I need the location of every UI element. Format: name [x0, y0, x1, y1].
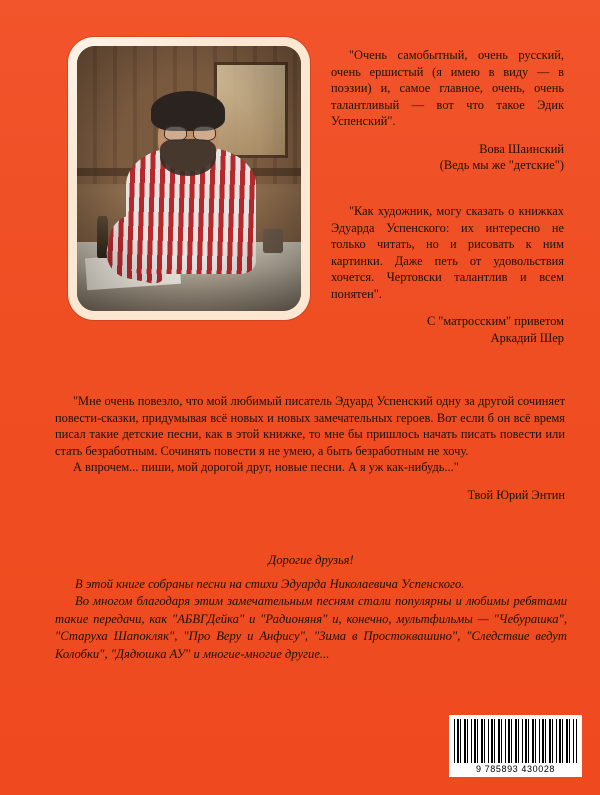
signature-note: (Ведь мы же "детские"): [439, 158, 564, 172]
quote-signature: [331, 141, 564, 174]
signature-name: Аркадий Шер: [490, 330, 564, 345]
signature-note: С "матросским" приветом: [426, 314, 564, 328]
letter-paragraph-2: Во многом благодаря этим замечательным песням стали популярны и любимы ребятами такие передачи, как "АБВГДейка" и "Радионяня" и, конечно, мультфильмы — "Чебурашка", "Старуха Шапокляк", "Про Веру и Анфису", "Зима в Простоквашино", "Следствие ведут Колобки", "Дядюшка АУ" и многие-многие другие...: [55, 594, 567, 661]
letter-greeting: Дорогие друзья!: [268, 553, 354, 567]
barcode-bars: [454, 719, 577, 763]
quote-text: "Очень самобытный, очень русский, очень ершистый (я имею в виду — в поэзии) и, самое главное, очень, очень талантливый — вот что такое Эдик Успенский".: [331, 48, 564, 128]
letter-paragraph-1: В этой книге собраны песни на стихи Эдуарда Николаевича Успенского.: [75, 576, 465, 591]
quote-signature: [331, 313, 564, 346]
quote-signature: [55, 487, 565, 504]
barcode-number: 9 785893 430028: [475, 764, 556, 774]
quote-block-3: [55, 393, 565, 503]
photo-vignette: [77, 46, 301, 311]
quote-text-continued: А впрочем... пиши, мой дорогой друг, новые песни. А я уж как-нибудь...": [73, 460, 459, 474]
quote-text: "Как художник, могу сказать о книжках Эдуарда Успенского: их интересно не только читать, но и рисовать к ним картинки. Даже петь от удовольствия хочется. Чертовски талантлив и всем понятен".: [331, 204, 564, 301]
signature-name: Твой Юрий Энтин: [467, 487, 565, 502]
signature-name: Вова Шаинский: [479, 141, 564, 156]
author-portrait: [77, 46, 301, 311]
quote-block-2: [331, 203, 564, 346]
editor-letter: [55, 552, 567, 663]
isbn-barcode: [449, 715, 582, 777]
quote-block-1: [331, 47, 564, 174]
author-photo-frame: [68, 37, 310, 320]
quote-text: "Мне очень повезло, что мой любимый писатель Эдуард Успенский одну за другой сочиняет повести-сказки, придумывая всё новых и новых замечательных героев. Вот если б он всё время писал такие детские песни, как в этой книжке, то мне бы пришлось начать писать повести или стать безработным. Сочинять повести я не умею, а быть безработным не хочу.: [55, 394, 565, 458]
